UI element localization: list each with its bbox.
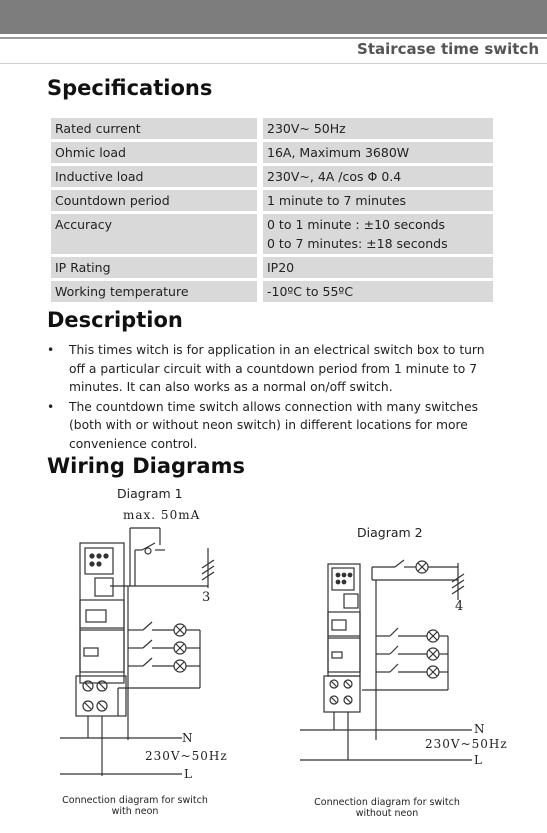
diagram1-wire-count: 3 <box>202 590 211 605</box>
diagram2-title: Diagram 2 <box>357 525 423 540</box>
description-text: The countdown time switch allows connection with many switches (both with or without neon switch) in different locations for more convenience control. <box>69 399 479 451</box>
spec-value-line: 1 minute to 7 minutes <box>267 193 407 208</box>
wiring-heading: Wiring Diagrams <box>47 454 245 478</box>
spec-label: Inductive load <box>51 166 257 187</box>
spec-label: Accuracy <box>51 214 257 254</box>
spec-label: Countdown period <box>51 190 257 211</box>
spec-value-line: IP20 <box>267 260 295 275</box>
diagram1-l-label: L <box>184 767 192 781</box>
diagram1-caption-line2: with neon <box>111 806 159 817</box>
diagram1-title: Diagram 1 <box>117 486 183 501</box>
diagram2-device <box>324 564 360 712</box>
diagram2-caption-line2: without neon <box>355 808 419 819</box>
spec-value-line: -10ºC to 55ºC <box>267 284 354 299</box>
diagram1-n-label: N <box>182 731 193 745</box>
spec-value-line: 16A, Maximum 3680W <box>267 145 410 160</box>
specifications-heading: Specifications <box>47 76 213 100</box>
diagram2-caption-line1: Connection diagram for switch <box>314 797 460 808</box>
document-title: Staircase time switch <box>357 40 539 58</box>
bullet: • <box>47 343 55 357</box>
diagram2-wiring <box>300 560 472 760</box>
spec-value-line: 230V~, 4A /cos Φ 0.4 <box>267 169 402 184</box>
spec-label: Rated current <box>51 118 257 139</box>
diagram1-wiring <box>60 528 214 776</box>
diagram1-caption-line1: Connection diagram for switch <box>62 795 208 806</box>
diagram2-supply-label: 230V~50Hz <box>425 737 508 751</box>
spec-value-line: 0 to 1 minute : ±10 seconds <box>267 217 446 232</box>
bullet: • <box>47 399 55 414</box>
diagram2-wire-count: 4 <box>455 599 464 614</box>
spec-value-line: 230V~ 50Hz <box>267 121 346 136</box>
description-text: This times witch is for application in an electrical switch box to turn off a particular circuit with a countdown period from 1 minute to 7 minutes. It can also works as a normal on/off switch. <box>69 343 485 394</box>
spec-value-line: 0 to 7 minutes: ±18 seconds <box>267 236 448 251</box>
spec-label: IP Rating <box>51 257 257 278</box>
diagram2-l-label: L <box>474 753 482 767</box>
spec-label: Working temperature <box>51 281 257 302</box>
diagram2-n-label: N <box>474 722 485 736</box>
spec-label: Ohmic load <box>51 142 257 163</box>
description-heading: Description <box>47 308 183 332</box>
diagram1-supply-label: 230V~50Hz <box>145 749 228 763</box>
diagram1-max-label: max. 50mA <box>123 508 201 522</box>
